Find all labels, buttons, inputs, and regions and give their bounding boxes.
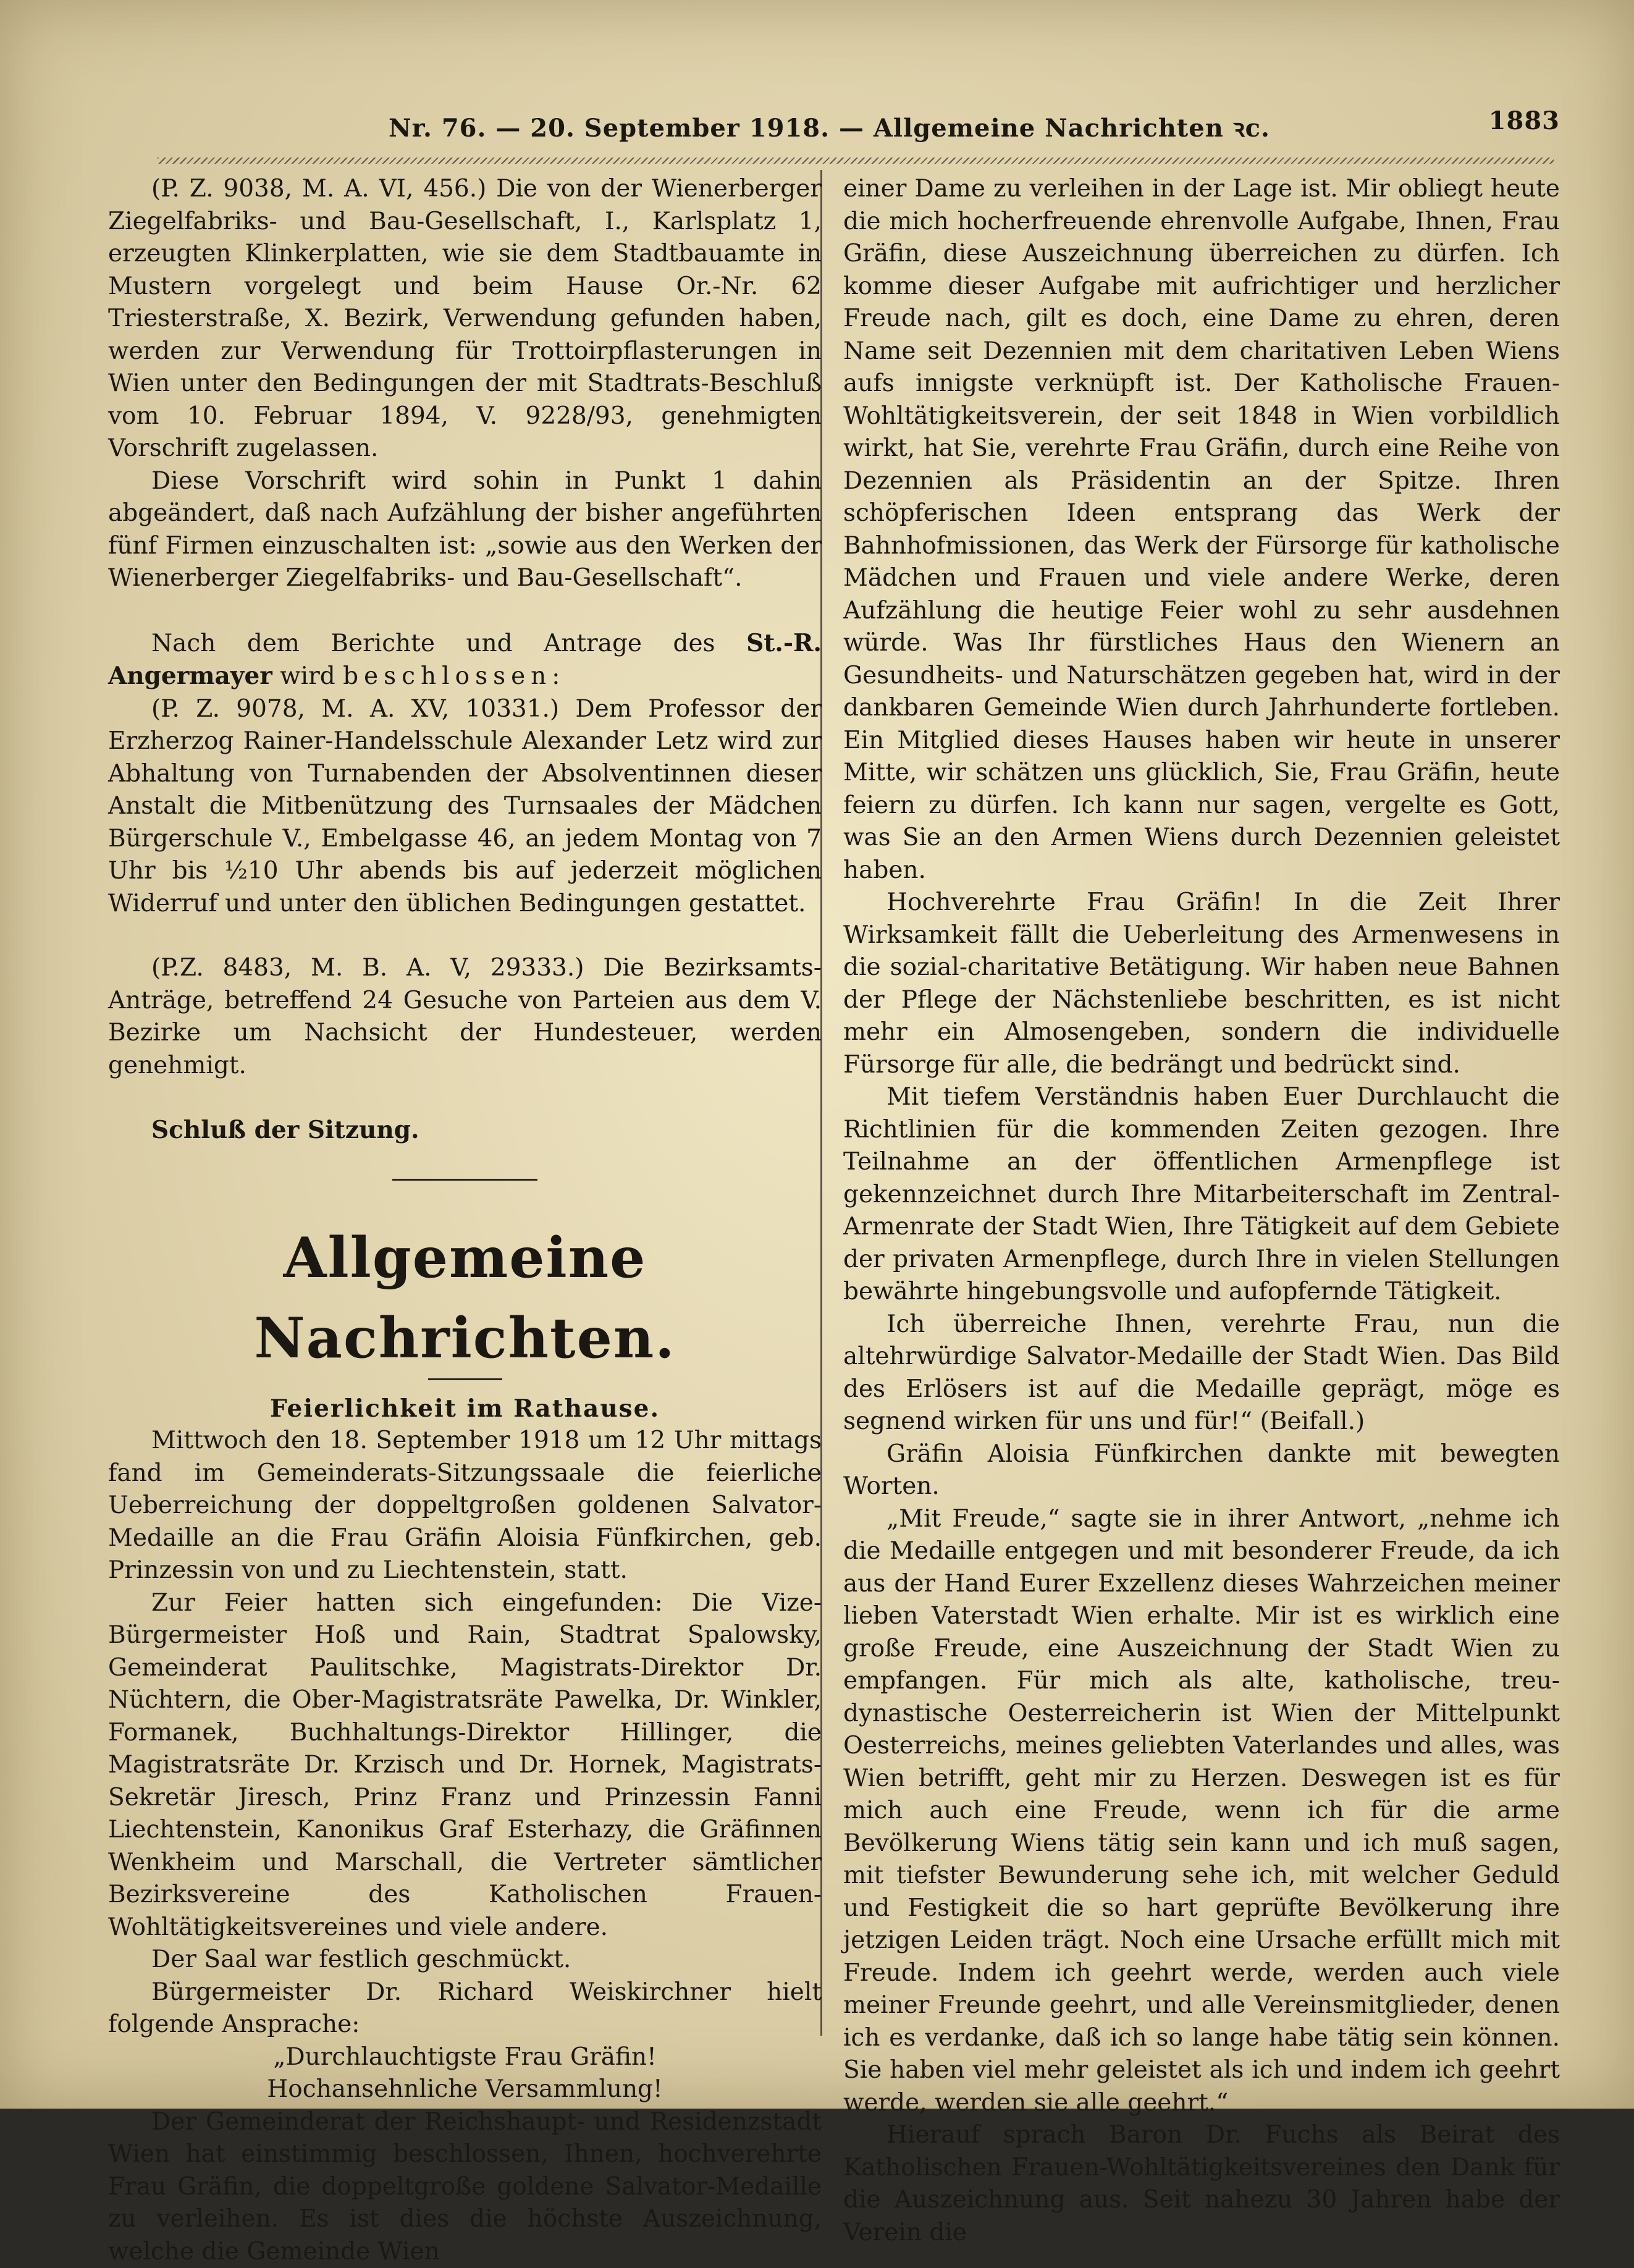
right-column xyxy=(843,173,1560,2249)
section-separator xyxy=(392,1179,537,1181)
section-title-underline xyxy=(428,1378,502,1380)
header-rule xyxy=(158,158,1554,164)
paragraph-medal-presentation: Ich überreiche Ihnen, verehrte Frau, nun die altehrwürdige Salvator-Medaille der Stadt Wien. Das Bild des Erlösers ist auf die Medaille geprägt, möge es segnend wirken für uns und für!“ (Beifall.) xyxy=(843,1309,1560,1438)
paragraph-report-resolution: Nach dem Berichte und Antrage des St.-R. Angermayer wird beschlossen: xyxy=(108,627,822,693)
header-title: Nr. 76. — 20. September 1918. — Allgemeine Nachrichten ꝛc. xyxy=(99,110,1560,144)
paragraph-council-decision: Der Gemeinderat der Reichshaupt- und Residenzstadt Wien hat einstimmig beschlossen, Ihnen, hochverehrte Frau Gräfin, die doppeltgroße goldene Salvator-Medaille zu verleihen. Es ist dies die höchste Auszeichnung, welche die Gemeinde Wien xyxy=(108,2106,822,2268)
paragraph-attendees: Zur Feier hatten sich eingefunden: Die Vize-Bürgermeister Hoß und Rain, Stadtrat Spalowsky, Gemeinderat Paulitschke, Magistrats-Direktor Dr. Nüchtern, die Ober-Magistratsräte Pawelka, Dr. Winkler, Formanek, Buchhaltungs-Direktor Hillinger, die Magistratsräte Dr. Krzisch und Dr. Hornek, Magistrats-Sekretär Jiresch, Prinz Franz und Prinzessin Fanni Liechtenstein, Kanonikus Graf Esterhazy, die Gräfinnen Wenkheim und Marschall, die Vertreter sämtlicher Bezirksvereine des Katholischen Frauen-Wohltätigkeitsvereines und viele andere. xyxy=(108,1587,822,1944)
paragraph-dog-tax: (P.Z. 8483, M. B. A. V, 29333.) Die Bezirksamts-Anträge, betreffend 24 Gesuche von Parteien aus dem V. Bezirke um Nachsicht der Hundesteuer, werden genehmigt. xyxy=(108,952,822,1082)
paragraph-baron-fuchs: Hierauf sprach Baron Dr. Fuchs als Beirat des Katholischen Frauen-Wohltätigkeitsvereines den Dank für die Auszeichnung aus. Seit nahezu 30 Jahren habe der Verein die xyxy=(843,2119,1560,2249)
paragraph-poor-relief: Hochverehrte Frau Gräfin! In die Zeit Ihrer Wirksamkeit fällt die Ueberleitung des Armenwesens in die sozial-charitative Betätigung. Wir haben neue Bahnen der Pflege der Nächstenliebe beschritten, es ist nicht mehr ein Almosengeben, sondern die individuelle Fürsorge für alle, die bedrängt und bedrückt sind. xyxy=(843,887,1560,1081)
paragraph-gym-hall: (P. Z. 9078, M. A. XV, 10331.) Dem Professor der Erzherzog Rainer-Handelsschule Alexander Letz wird zur Abhaltung von Turnabenden der Absolventinnen dieser Anstalt die Mitbenützung des Turnsaales der Mädchen Bürgerschule V., Embelgasse 46, an jedem Montag von 7 Uhr bis ½10 Uhr abends bis auf jederzeit möglichen Widerruf und unter den üblichen Bedingungen gestattet. xyxy=(108,693,822,921)
paragraph-mayor-speech-intro: Bürgermeister Dr. Richard Weiskirchner hielt folgende Ansprache: xyxy=(108,1976,822,2041)
paragraph-regulation-amendment: Diese Vorschrift wird sohin in Punkt 1 dahin abgeändert, daß nach Aufzählung der bisher angeführten fünf Firmen einzuschalten ist: „sowie aus den Werken der Wienerberger Ziegelfabriks- und Bau-Gesellschaft“. xyxy=(108,465,822,595)
paragraph-countess-thanks: Gräfin Aloisia Fünfkirchen dankte mit bewegten Worten. xyxy=(843,1438,1560,1503)
paragraph-hall-decorated: Der Saal war festlich geschmückt. xyxy=(108,1944,822,1976)
page-number: 1883 xyxy=(1489,106,1560,135)
section-title: Allgemeine Nachrichten. xyxy=(108,1218,822,1378)
councillor-name: St.-R. Angermayer xyxy=(108,629,822,691)
paragraph-understanding: Mit tiefem Verständnis haben Euer Durchlaucht die Richtlinien für die kommenden Zeiten gezogen. Ihre Teilnahme an der öffentlichen Armenpflege ist gekennzeichnet durch Ihre Mitarbeiterschaft im Zentral-Armenrate der Stadt Wien, Ihre Tätigkeit auf dem Gebiete der privaten Armenpflege, durch Ihre in vielen Stellungen bewährte hingebungsvolle und aufopfernde Tätigkeit. xyxy=(843,1081,1560,1309)
paragraph-speech-continued: einer Dame zu verleihen in der Lage ist. Mir obliegt heute die mich hocherfreuende ehrenvolle Aufgabe, Ihnen, Frau Gräfin, diese Auszeichnung überreichen zu dürfen. Ich komme dieser Aufgabe mit aufrichtiger und herzlicher Freude nach, gilt es doch, eine Dame zu ehren, deren Name seit Dezennien mit dem charitativen Leben Wiens aufs innigste verknüpft ist. Der Katholische Frauen-Wohltätigkeitsverein, der seit 1848 in Wien vorbildlich wirkt, hat Sie, verehrte Frau Gräfin, durch eine Reihe von Dezennien als Präsidentin an der Spitze. Ihren schöpferischen Ideen entsprang das Werk der Bahnhofmissionen, das Werk der Fürsorge für katholische Mädchen und Frauen und viele andere Werke, deren Aufzählung die heutige Feier wohl zu sehr ausdehnen würde. Was Ihr fürstliches Haus den Wienern an Gesundheits- und Naturschätzen gegeben hat, wird in der dankbaren Gemeinde Wien durch Jahrhunderte fortleben. Ein Mitglied dieses Hauses haben wir heute in unserer Mitte, wir schätzen uns glücklich, Sie, Frau Gräfin, heute feiern zu dürfen. Ich kann nur sagen, vergelte es Gott, was Sie an den Armen Wiens durch Dezennien geleistet haben. xyxy=(843,173,1560,887)
page-header xyxy=(99,99,1560,148)
article-heading: Feierlichkeit im Rathause. xyxy=(108,1393,822,1425)
paragraph-countess-reply: „Mit Freude,“ sagte sie in ihrer Antwort, „nehme ich die Medaille entgegen und mit besonderer Freude, da ich aus der Hand Eurer Exzellenz dieses Wahrzeichen meiner lieben Vaterstadt Wien erhalte. Mir ist es wirklich eine große Freude, eine Auszeichnung der Stadt Wien zu empfangen. Für mich als alte, katholische, treu-dynastische Oesterreicherin ist Wien der Mittelpunkt Oesterreichs, meines geliebten Vaterlandes und alles, was Wien betrifft, geht mir zu Herzen. Deswegen ist es für mich auch eine Freude, wenn ich für die arme Bevölkerung Wiens tätig sein kann und ich muß sagen, mit tiefster Bewunderung sehe ich, mit welcher Geduld und Festigkeit die so hart geprüfte Bevölkerung ihre jetzigen Leiden trägt. Noch eine Ursache erfüllt mich mit Freude. Indem ich geehrt werde, werden auch viele meiner Freunde geehrt, und alle Vereinsmitglieder, denen ich es verdanke, daß ich so lange habe tätig sein können. Sie haben viel mehr geleistet als ich und indem ich geehrt werde, werden sie alle geehrt.“ xyxy=(843,1503,1560,2120)
speech-salutation-1: „Durchlauchtigste Frau Gräfin! xyxy=(108,2041,822,2074)
speech-salutation-2: Hochansehnliche Versammlung! xyxy=(108,2073,822,2106)
session-closing: Schluß der Sitzung. xyxy=(108,1114,822,1147)
paragraph-ceremony-intro: Mittwoch den 18. September 1918 um 12 Uhr mittags fand im Gemeinderats-Sitzungssaale die feierliche Ueberreichung der doppeltgroßen goldenen Salvator-Medaille an die Frau Gräfin Aloisia Fünfkirchen, geb. Prinzessin von und zu Liechtenstein, statt. xyxy=(108,1425,822,1587)
paragraph-clinker-plates: (P. Z. 9038, M. A. VI, 456.) Die von der Wienerberger Ziegelfabriks- und Bau-Gesellschaft, I., Karlsplatz 1, erzeugten Klinkerplatten, wie sie dem Stadtbauamte in Mustern vorgelegt und beim Hause Or.-Nr. 62 Triesterstraße, X. Bezirk, Verwendung gefunden haben, werden zur Verwendung für Trottoirpflasterungen in Wien unter den Bedingungen der mit Stadtrats-Beschluß vom 10. Februar 1894, V. 9228/93, genehmigten Vorschrift zugelassen. xyxy=(108,173,822,465)
left-column xyxy=(108,173,822,2268)
